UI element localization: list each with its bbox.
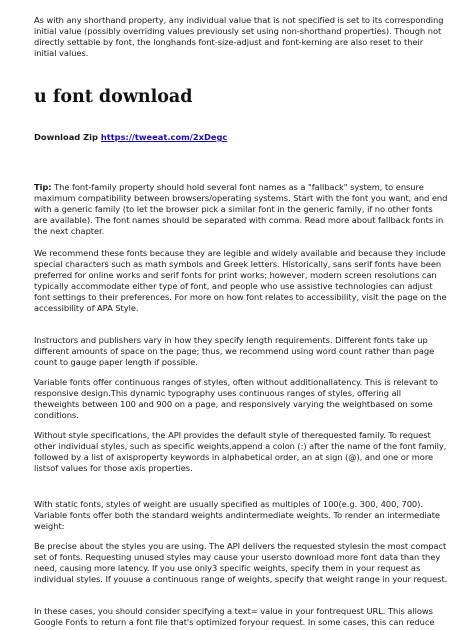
page-title: u font download [34,87,193,107]
body-paragraph: Be precise about the styles you are using. The API delivers the requested stylesin the most compact set of fonts. Requesting unused styles may cause your usersto download more font data than they need, causing more latency. If you use only3 specific weights, specify them in your request as individual styles. If youuse a continuous range of weights, specify that weight range in your request. [34,541,448,585]
download-line [34,132,227,143]
download-label: Download Zip [34,132,98,142]
tip-label: Tip: [34,182,52,192]
body-paragraph: We recommend these fonts because they are legible and widely available and because they include special characters such as math symbols and Greek letters. Historically, sans serif fonts have been preferred for online works and serif fonts for print works; however, modern screen resolutions can typically accommodate either type of font, and people who use assistive technologies can adjust font settings to their preferences. For more on how font relates to accessibility, visit the page on the accessibility of APA Style. [34,248,447,314]
intro-paragraph: As with any shorthand property, any individual value that is not specified is set to its corresponding initial value (possibly overriding values previously set using non-shorthand properties). Though not directly settable by font, the longhands font-size-adjust and font-kerning are also reset to their initial values. [34,15,444,59]
body-paragraph: In these cases, you should consider specifying a text= value in your fontrequest URL. This allows Google Fonts to return a font file that's optimized foryour request. In some cases, this can reduce [34,606,435,628]
body-paragraph: Instructors and publishers vary in how they specify length requirements. Different fonts take up different amounts of space on the page; thus, we recommend using word count rather than page count to gauge paper length if possible. [34,335,435,368]
body-paragraph: With static fonts, styles of weight are usually specified as multiples of 100(e.g. 300, 400, 700). Variable fonts offer both the standard weights andintermediate weights. To render an intermediate weight: [34,499,440,532]
body-paragraph: Variable fonts offer continuous ranges of styles, often without additionallatency. This is relevant to responsive design.This dynamic typography uses continuous ranges of styles, offering all theweights between 100 and 900 on a page, and responsively varying the weightbased on some conditions. [34,377,438,421]
tip-text: The font-family property should hold several font names as a "fallback" system, to ensure maximum compatibility between browsers/operating systems. Start with the font you want, and end with a generic family (to let the browser pick a similar font in the generic family, if no other fonts are available). The font names should be separated with comma. Read more about fallback fonts in the next chapter. [34,182,448,237]
download-link[interactable]: https://tweeat.com/2xDegc [100,132,228,142]
tip-paragraph [34,182,448,237]
body-paragraph: Without style specifications, the API provides the default style of therequested family. To request other individual styles, such as specific weights,append a colon (:) after the name of the font family, followed by a list of axisproperty keywords in alphabetical order, an at sign (@), and one or more listsof values for those axis properties. [34,430,447,474]
